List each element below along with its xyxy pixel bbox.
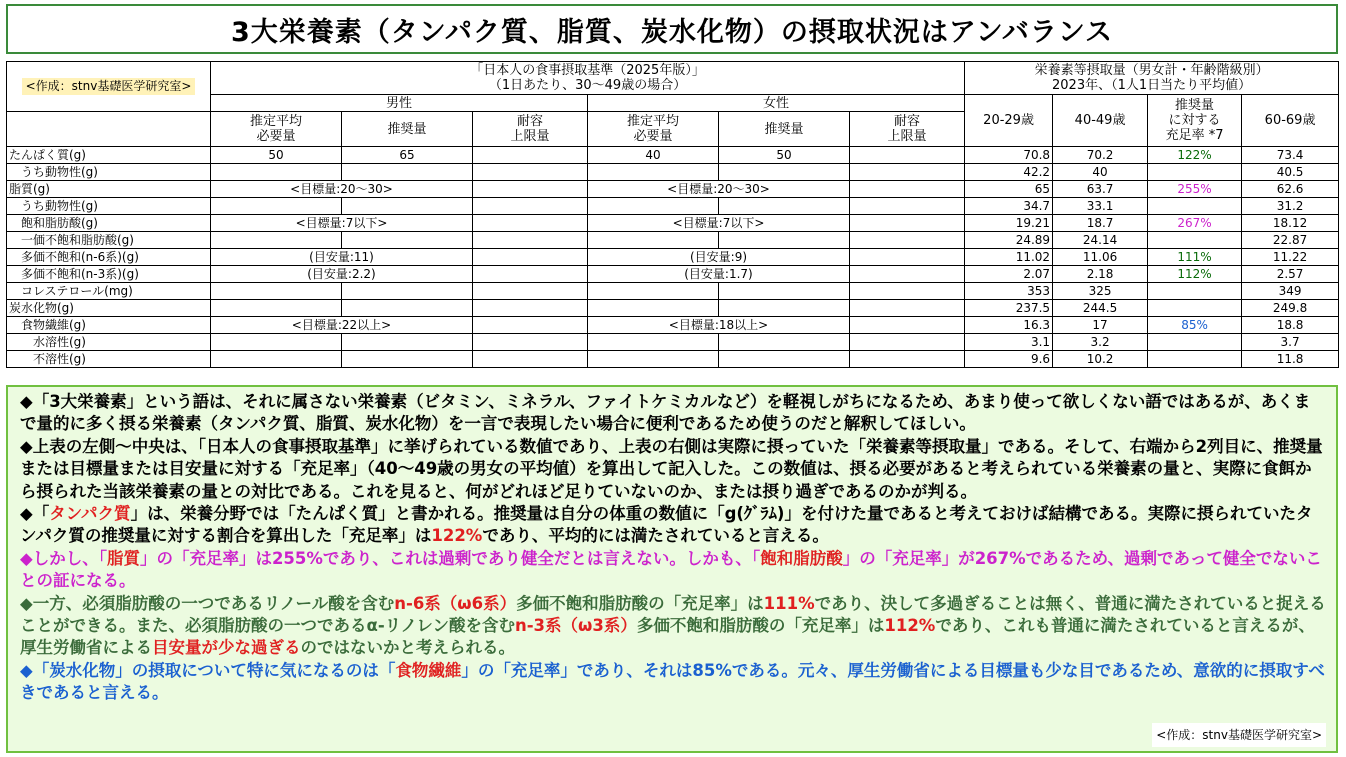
female-rda-cell (719, 164, 850, 181)
col-ratio-header (1148, 95, 1242, 147)
male-ul-line1: 耐容 (516, 114, 543, 129)
col-40-header: 40-49歳 (1053, 95, 1148, 147)
note-segment: 飽和脂肪酸 (760, 548, 843, 568)
row-label: たんぱく質(g) (7, 147, 211, 164)
intake-20-cell: 24.89 (965, 232, 1053, 249)
female-ul-cell (850, 198, 965, 215)
table-row (7, 300, 1339, 317)
intake-60-cell: 3.7 (1242, 334, 1339, 351)
male-ul-cell (473, 164, 588, 181)
table-row (7, 181, 1339, 198)
female-ul-cell (850, 334, 965, 351)
credit-label: <作成：stnv基礎医学研究室> (22, 78, 196, 95)
row-label: 不溶性(g) (7, 351, 211, 368)
ratio-cell (1148, 283, 1242, 300)
male-ear-cell (211, 283, 342, 300)
intake-40-cell: 40 (1053, 164, 1148, 181)
table-row (7, 198, 1339, 215)
intake-60-cell: 11.8 (1242, 351, 1339, 368)
male-ul-header (473, 112, 588, 147)
male-rda-cell (342, 164, 473, 181)
intake-40-cell: 11.06 (1053, 249, 1148, 266)
standard-header-line2: （1日あたり、30～49歳の場合） (488, 78, 687, 93)
female-ear-cell (588, 198, 719, 215)
credit-footer: <作成：stnv基礎医学研究室> (1152, 723, 1326, 747)
male-ul-cell (473, 266, 588, 283)
intake-60-cell: 31.2 (1242, 198, 1339, 215)
female-rda-cell (719, 232, 850, 249)
male-ear-line1: 推定平均 (249, 114, 302, 129)
note-segment: n-3系（ω3系） (514, 616, 637, 636)
row-label: 多価不飽和(n-3系)(g) (7, 266, 211, 283)
intake-60-cell: 18.12 (1242, 215, 1339, 232)
note-segment: 脂質 (106, 548, 140, 568)
intake-40-cell: 17 (1053, 317, 1148, 334)
intake-40-cell: 10.2 (1053, 351, 1148, 368)
male-ul-cell (473, 215, 588, 232)
row-label: 脂質(g) (7, 181, 211, 198)
female-ear-cell (588, 164, 719, 181)
male-rda-cell (342, 232, 473, 249)
credit-cell (7, 62, 211, 112)
intake-60-cell: 249.8 (1242, 300, 1339, 317)
table-row (7, 147, 1339, 164)
intake-60-cell: 2.57 (1242, 266, 1339, 283)
intake-20-cell: 70.8 (965, 147, 1053, 164)
ratio-cell: 255% (1148, 181, 1242, 198)
intake-40-cell: 244.5 (1053, 300, 1148, 317)
male-ul-cell (473, 283, 588, 300)
male-note-cell: <目標量:7以下> (211, 215, 473, 232)
note-segment: 食物繊維 (395, 660, 462, 680)
intake-20-cell: 2.07 (965, 266, 1053, 283)
row-label: 飽和脂肪酸(g) (7, 215, 211, 232)
female-note-cell: (目安量:1.7) (588, 266, 850, 283)
row-label: 一価不飽和脂肪酸(g) (7, 232, 211, 249)
table-row (7, 266, 1339, 283)
female-ul-cell (850, 181, 965, 198)
intake-20-cell: 353 (965, 283, 1053, 300)
female-rda-cell (719, 334, 850, 351)
ratio-cell: 267% (1148, 215, 1242, 232)
male-rda-cell (342, 300, 473, 317)
male-rda-cell (342, 198, 473, 215)
note-segment: ◆一方、必須脂肪酸の一つであるリノール酸を含む (20, 593, 395, 613)
male-ul-cell (473, 300, 588, 317)
note-segment: 」の「充足率」であり、それは85%である。元々、厚生労働省による目標量も少な目であるため、意欲的に摂取すべきであると言える。 (20, 660, 1325, 703)
note-segment: 」は、栄養分野では「たんぱく質」と書かれる。推奨量は自分の体重の数値に「g(ｸﾞﾗﾑ)」を付けた量であると考えておけば結構である。実際に摂られていたタンパク質の推奨量に対する割合を算出した「充足率」は (20, 504, 1313, 546)
intake-60-cell: 349 (1242, 283, 1339, 300)
ratio-cell: 85% (1148, 317, 1242, 334)
ratio-cell: 112% (1148, 266, 1242, 283)
female-ear-line1: 推定平均 (626, 114, 679, 129)
intake-20-cell: 237.5 (965, 300, 1053, 317)
ratio-cell (1148, 334, 1242, 351)
col-60-header: 60-69歳 (1242, 95, 1339, 147)
male-ul-cell (473, 351, 588, 368)
female-ul-cell (850, 266, 965, 283)
note-paragraph-1 (20, 391, 1326, 436)
note-segment: 目安量が少な過ぎる (152, 638, 301, 658)
male-ear-line2: 必要量 (256, 129, 296, 144)
intake-40-cell: 18.7 (1053, 215, 1148, 232)
note-segment: 112% (884, 616, 936, 636)
female-ul-cell (850, 232, 965, 249)
intake-40-cell: 3.2 (1053, 334, 1148, 351)
female-rda-cell (719, 351, 850, 368)
row-label: コレステロール(mg) (7, 283, 211, 300)
male-ear-cell (211, 198, 342, 215)
ratio-cell (1148, 351, 1242, 368)
note-segment: ◆「3大栄養素」という語は、それに属さない栄養素（ビタミン、ミネラル、ファイトケミカルなど）を軽視しがちになるため、あまり使って欲しくない語ではあるが、あくまで量的に多く摂る栄養素（タンパク質、脂質、炭水化物）を一言で表現したい場合に便利であるため使うのだと解釈してほしい。 (20, 392, 1311, 434)
notes-box (6, 385, 1338, 753)
note-segment: タンパク質 (49, 504, 131, 524)
ratio-cell (1148, 300, 1242, 317)
female-ul-cell (850, 164, 965, 181)
female-note-cell: <目標量:20～30> (588, 181, 850, 198)
note-segment: ◆上表の左側～中央は、「日本人の食事摂取基準」に挙げられている数値であり、上表の右側は実際に摂っていた「栄養素等摂取量」である。そして、右端から2列目に、推奨量または目標量または目安量に対する「充足率」（40～49歳の男女の平均値）を算出して記入した。この数値は、摂る必要があると考えられている栄養素の量と、実際に食餌から摂られた当該栄養素の量との対比である。これを見ると、何がどれほど足りていないのか、または摂り過ぎであるのかが判る。 (20, 436, 1323, 501)
intake-20-cell: 11.02 (965, 249, 1053, 266)
intake-20-cell: 9.6 (965, 351, 1053, 368)
note-segment: であり、決して多過ぎることは無く、普通に満たされていると捉えることができる。また、必須脂肪酸の一つであるα-リノレン酸を含む (20, 593, 1326, 636)
female-ul-cell (850, 215, 965, 232)
female-header: 女性 (588, 95, 965, 112)
male-rda-header: 推奨量 (342, 112, 473, 147)
note-paragraph-5 (20, 593, 1326, 660)
female-ear-cell: 40 (588, 147, 719, 164)
ratio-cell (1148, 232, 1242, 249)
intake-40-cell: 325 (1053, 283, 1148, 300)
note-segment: 」の「充足率」は255%であり、これは過剰であり健全だとは言えない。しかも、「 (139, 548, 761, 568)
page-title: 3大栄養素（タンパク質、脂質、炭水化物）の摂取状況はアンバランス (6, 4, 1338, 54)
female-ul-cell (850, 249, 965, 266)
female-rda-cell (719, 283, 850, 300)
male-note-cell: (目安量:11) (211, 249, 473, 266)
ratio-cell (1148, 198, 1242, 215)
note-segment: ◆しかし、「 (20, 548, 107, 568)
male-ear-cell: 50 (211, 147, 342, 164)
female-ear-header (588, 112, 719, 147)
intake-header (965, 62, 1339, 95)
note-segment: ◆「炭水化物」の摂取について特に気になるのは「 (20, 660, 396, 680)
intake-20-cell: 16.3 (965, 317, 1053, 334)
intake-60-cell: 22.87 (1242, 232, 1339, 249)
row-label: 炭水化物(g) (7, 300, 211, 317)
intake-40-cell: 24.14 (1053, 232, 1148, 249)
male-ear-cell (211, 300, 342, 317)
ratio-cell: 122% (1148, 147, 1242, 164)
female-rda-cell: 50 (719, 147, 850, 164)
female-ul-cell (850, 283, 965, 300)
ratio-header-line2: に対する (1168, 113, 1221, 128)
note-paragraph-2 (20, 436, 1326, 503)
female-ear-cell (588, 300, 719, 317)
female-note-cell: <目標量:18以上> (588, 317, 850, 334)
note-segment: であり、平均的には満たされていると言える。 (482, 526, 829, 546)
note-paragraph-6 (20, 660, 1326, 705)
table-row (7, 334, 1339, 351)
ratio-cell (1148, 164, 1242, 181)
female-note-cell: <目標量:7以下> (588, 215, 850, 232)
standard-header-line1: 「日本人の食事摂取基準（2025年版）」 (470, 63, 705, 78)
note-segment: 多価不飽和脂肪酸の「充足率」は (516, 593, 764, 613)
male-ear-cell (211, 164, 342, 181)
row-label: 多価不飽和(n-6系)(g) (7, 249, 211, 266)
ratio-cell: 111% (1148, 249, 1242, 266)
row-label: うち動物性(g) (7, 164, 211, 181)
table-row (7, 249, 1339, 266)
female-ul-header (850, 112, 965, 147)
intake-20-cell: 34.7 (965, 198, 1053, 215)
intake-header-line1: 栄養素等摂取量（男女計・年齢階級別） (1034, 63, 1269, 78)
table-row (7, 317, 1339, 334)
note-segment: 」の「充足率」が267%であるため、過剰であって健全でないことの証になる。 (20, 548, 1322, 591)
male-rda-cell: 65 (342, 147, 473, 164)
intake-40-cell: 63.7 (1053, 181, 1148, 198)
female-ul-cell (850, 300, 965, 317)
female-rda-cell (719, 198, 850, 215)
table-row (7, 164, 1339, 181)
intake-20-cell: 3.1 (965, 334, 1053, 351)
male-ul-cell (473, 181, 588, 198)
intake-40-cell: 2.18 (1053, 266, 1148, 283)
ratio-header-line1: 推奨量 (1175, 98, 1215, 113)
table-row (7, 283, 1339, 300)
note-segment: のではないかと考えられる。 (300, 638, 515, 658)
male-note-cell: <目標量:22以上> (211, 317, 473, 334)
intake-header-line2: 2023年、（1人1日当たり平均値） (1052, 78, 1252, 93)
col-20-header: 20-29歳 (965, 95, 1053, 147)
male-ul-cell (473, 232, 588, 249)
male-ul-cell (473, 147, 588, 164)
note-segment: n-6系（ω6系） (394, 593, 517, 613)
intake-20-cell: 65 (965, 181, 1053, 198)
table-row (7, 351, 1339, 368)
ratio-header-line3: 充足率 *7 (1165, 128, 1224, 143)
female-ear-cell (588, 232, 719, 249)
note-segment: ◆「 (20, 504, 50, 524)
nutrient-table (6, 61, 1339, 368)
note-paragraph-3 (20, 503, 1326, 548)
male-ear-cell (211, 232, 342, 249)
female-ul-cell (850, 351, 965, 368)
intake-20-cell: 42.2 (965, 164, 1053, 181)
intake-20-cell: 19.21 (965, 215, 1053, 232)
male-ul-cell (473, 334, 588, 351)
male-note-cell: <目標量:20～30> (211, 181, 473, 198)
female-ul-line2: 上限量 (887, 129, 927, 144)
male-header: 男性 (211, 95, 588, 112)
note-paragraph-4 (20, 548, 1326, 593)
female-ear-line2: 必要量 (633, 129, 673, 144)
standard-header (211, 62, 965, 95)
male-rda-cell (342, 351, 473, 368)
female-ear-cell (588, 351, 719, 368)
intake-40-cell: 33.1 (1053, 198, 1148, 215)
table-body (7, 147, 1339, 368)
note-segment: 122% (431, 526, 483, 546)
male-ul-line2: 上限量 (510, 129, 550, 144)
intake-60-cell: 73.4 (1242, 147, 1339, 164)
intake-60-cell: 62.6 (1242, 181, 1339, 198)
intake-60-cell: 11.22 (1242, 249, 1339, 266)
note-segment: 111% (763, 593, 815, 613)
male-ul-cell (473, 317, 588, 334)
row-label: 水溶性(g) (7, 334, 211, 351)
row-label: 食物繊維(g) (7, 317, 211, 334)
intake-60-cell: 40.5 (1242, 164, 1339, 181)
female-ul-cell (850, 147, 965, 164)
row-label: うち動物性(g) (7, 198, 211, 215)
female-ul-cell (850, 317, 965, 334)
male-note-cell: (目安量:2.2) (211, 266, 473, 283)
female-rda-header: 推奨量 (719, 112, 850, 147)
female-note-cell: (目安量:9) (588, 249, 850, 266)
female-rda-cell (719, 300, 850, 317)
female-ear-cell (588, 334, 719, 351)
male-rda-cell (342, 283, 473, 300)
male-ul-cell (473, 249, 588, 266)
intake-60-cell: 18.8 (1242, 317, 1339, 334)
table-row (7, 215, 1339, 232)
male-rda-cell (342, 334, 473, 351)
female-ear-cell (588, 283, 719, 300)
table-row (7, 232, 1339, 249)
female-ul-line1: 耐容 (894, 114, 921, 129)
male-ear-cell (211, 351, 342, 368)
male-ear-cell (211, 334, 342, 351)
note-segment: であり、これも普通に満たされていると言えるが、厚生労働省による (20, 616, 1315, 658)
note-segment: 多価不飽和脂肪酸の「充足率」は (636, 616, 885, 636)
blank-header-cell (7, 112, 211, 147)
intake-40-cell: 70.2 (1053, 147, 1148, 164)
male-ul-cell (473, 198, 588, 215)
male-ear-header (211, 112, 342, 147)
